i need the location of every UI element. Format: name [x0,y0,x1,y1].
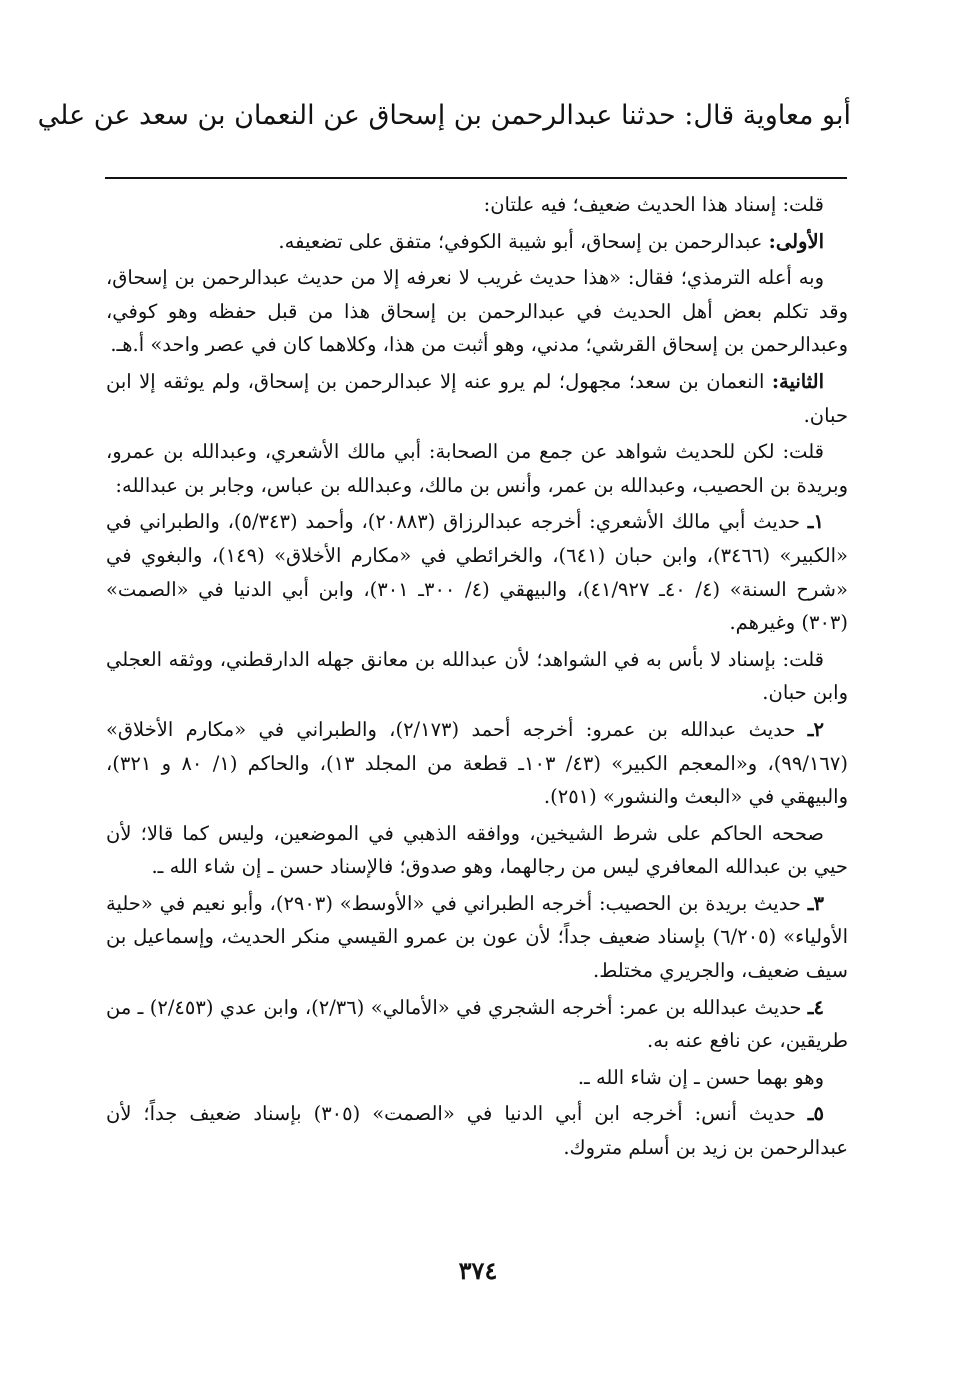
paragraph-text: حديث بريدة بن الحصيب: أخرجه الطبراني في «الأوسط» (٢٩٠٣)، وأبو نعيم في «حلية الأولياء» (٦/٢٠٥) بإسناد ضعيف جداً؛ لأن عون بن عمرو القيسي منكر الحديث، وإسماعيل بن سيف ضعيف، والجريري مختلط. [106,891,848,983]
paragraph-text: قلت: بإسناد لا بأس به في الشواهد؛ لأن عبدالله بن معانق جهله الدارقطني، ووثقه العجلي وابن حبان. [106,647,848,705]
paragraph-lead: الثانية: [771,369,824,393]
paragraph-text: قلت: لكن للحديث شواهد عن جمع من الصحابة: أبي مالك الأشعري، وعبدالله بن عمرو، وبريدة بن الحصيب، وعبدالله بن عمر، وأنس بن مالك، وعبدالله بن عباس، وجابر بن عبدالله: [106,440,848,497]
paragraph-text: قلت: إسناد هذا الحديث ضعيف؛ فيه علتان: [483,193,824,216]
paragraph-lead: ١ـ [807,510,824,534]
paragraph [106,505,848,639]
paragraph-text: حديث أنس: أخرجه ابن أبي الدنيا في «الصمت» (٣٠٥) بإسناد ضعيف جداً؛ لأن عبدالرحمن بن زيد بن أسلم متروك. [106,1102,848,1160]
paragraph-text: صححه الحاكم على شرط الشيخين، ووافقه الذهبي في الموضعين، وليس كما قالا؛ لأن حيي بن عبدالله المعافري ليس من رجالهما، وهو صدوق؛ فالإسناد حسن ـ إن شاء الله ـ. [106,821,848,879]
paragraph-text: حديث أبي مالك الأشعري: أخرجه عبدالرزاق (٢٠٨٨٣)، وأحمد (٥/٣٤٣)، والطبراني في «الكبير» (٣٤٦٦)، وابن حبان (٦٤١)، والخرائطي في «مكارم الأخلاق» (١٤٩)، والبغوي في «شرح السنة» (٤/ ٤٠ـ ٤١/٩٢٧)، والبيهقي (٤/ ٣٠٠ـ ٣٠١)، وابن أبي الدنيا في «الصمت» (٣٠٣) وغيرهم. [106,510,848,635]
paragraph [106,991,848,1058]
paragraph [106,643,848,710]
paragraph [106,225,848,259]
paragraph [106,817,848,884]
paragraph [106,365,848,432]
paragraph [106,188,848,222]
paragraph-text: وهو بهما حسن ـ إن شاء الله ـ. [577,1065,824,1089]
paragraph-lead: ٣ـ [807,891,824,915]
page-body [106,188,848,1168]
paragraph-text: حديث عبدالله بن عمرو: أخرجه أحمد (٢/١٧٣)، والطبراني في «مكارم الأخلاق» (٩٩/١٦٧)، و«المعجم الكبير» (٤٣/ ١٠٣ـ قطعة من المجلد ١٣)، والحاكم (١/ ٨٠ و ٣٢١)، والبيهقي في «البعث والنشور» (٢٥١). [106,717,848,809]
paragraph-lead: ٤ـ [807,995,824,1019]
paragraph [106,261,848,362]
paragraph [106,1097,848,1164]
paragraph [106,887,848,988]
running-header: أبو معاوية قال: حدثنا عبدالرحمن بن إسحاق عن النعمان بن سعد عن علي [37,100,851,131]
paragraph-text: حديث عبدالله بن عمر: أخرجه الشجري في «الأمالي» (٢/٣٦)، وابن عدي (٢/٤٥٣) ـ من طريقين، عن نافع عنه به. [106,995,848,1053]
paragraph [106,713,848,814]
paragraph-lead: الأولى: [768,229,824,253]
paragraph-text: النعمان بن سعد؛ مجهول؛ لم يرو عنه إلا عبدالرحمن بن إسحاق، ولم يوثقه إلا ابن حبان. [106,369,848,427]
paragraph-lead: ٥ـ [807,1102,824,1126]
paragraph [106,1061,848,1095]
paragraph-text: وبه أعله الترمذي؛ فقال: «هذا حديث غريب لا نعرفه إلا من حديث عبدالرحمن بن إسحاق، وقد تكلم بعض أهل الحديث في عبدالرحمن بن إسحاق هذا من قبل حفظه وهو كوفي، وعبدالرحمن بن إسحاق القرشي؛ مدني، وهو أثبت من هذا، وكلاهما كان في عصر واحد» أ.هـ. [106,266,848,357]
page-number: ٣٧٤ [458,1256,498,1285]
paragraph-text: عبدالرحمن بن إسحاق، أبو شيبة الكوفي؛ متفق على تضعيفه. [278,229,769,253]
header-divider-line [105,177,847,179]
paragraph [106,435,848,502]
paragraph-lead: ٢ـ [807,717,824,741]
